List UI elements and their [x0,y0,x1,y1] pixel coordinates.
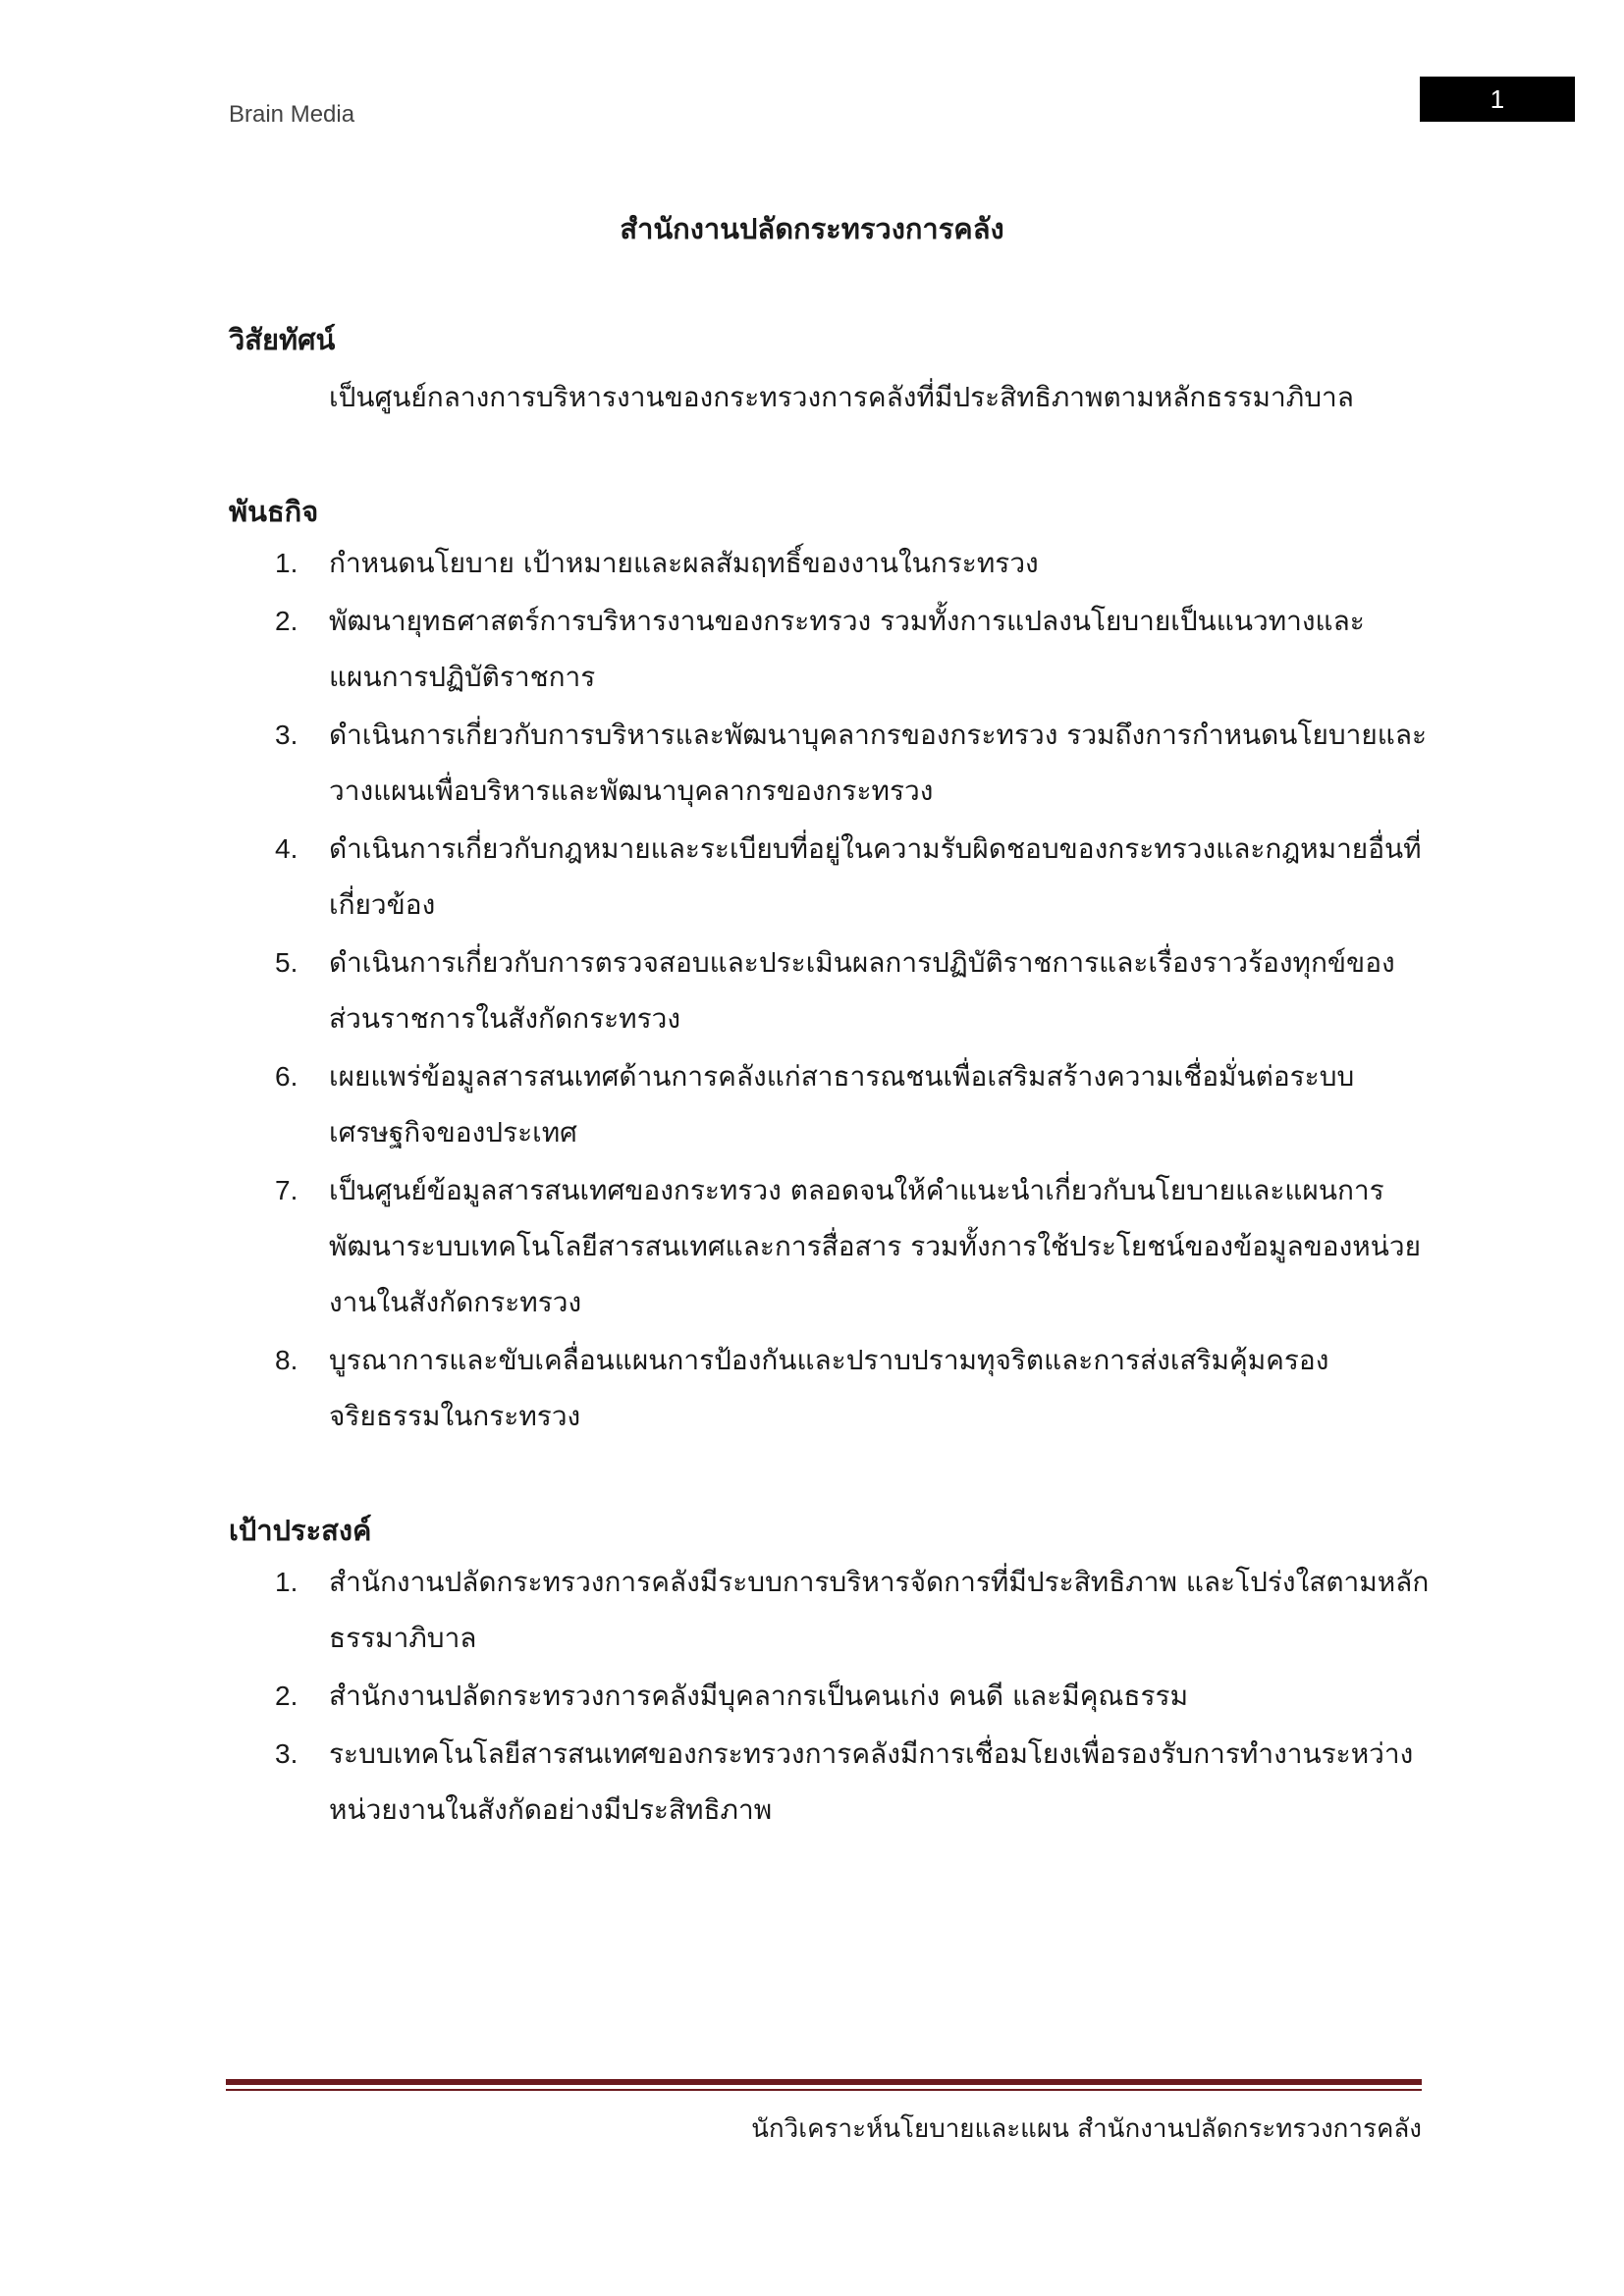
footer-text: นักวิเคราะห์นโยบายและแผน สำนักงานปลัดกระทรวงการคลัง [751,2114,1422,2144]
list-item-text: เป็นศูนย์ข้อมูลสารสนเทศของกระทรวง ตลอดจนให้คำแนะนำเกี่ยวกับนโยบายและแผนการพัฒนาระบบเทคโนโลยีสารสนเทศและการสื่อสาร รวมทั้งการใช้ประโยชน์ของข้อมูลของหน่วยงานในสังกัดกระทรวง [329,1174,1422,1318]
mission-list [275,535,1434,1446]
header-brand: Brain Media [229,101,355,128]
list-item-number: 4. [275,833,298,864]
list-item [275,1332,1434,1444]
list-item [275,1048,1434,1160]
list-item-number: 1. [275,1567,298,1597]
list-item [275,1668,1434,1724]
list-item [275,1554,1434,1666]
vision-text: เป็นศูนย์กลางการบริหารงานของกระทรวงการคลังที่มีประสิทธิภาพตามหลักธรรมาภิบาล [329,381,1354,413]
list-item-number: 8. [275,1345,298,1375]
list-item-text: บูรณาการและขับเคลื่อนแผนการป้องกันและปราบปรามทุจริตและการส่งเสริมคุ้มครองจริยธรรมในกระทรวง [329,1344,1329,1432]
list-item [275,934,1434,1046]
list-item-text: ดำเนินการเกี่ยวกับการตรวจสอบและประเมินผลการปฏิบัติราชการและเรื่องราวร้องทุกข์ของส่วนราชการในสังกัดกระทรวง [329,946,1395,1035]
list-item-number: 2. [275,606,298,636]
list-item-number: 1. [275,548,298,578]
list-item [275,535,1434,591]
list-item-text: ดำเนินการเกี่ยวกับกฎหมายและระเบียบที่อยู่ในความรับผิดชอบของกระทรวงและกฎหมายอื่นที่เกี่ยวข้อง [329,832,1422,921]
list-item-number: 7. [275,1175,298,1205]
list-item [275,1726,1434,1838]
list-item-number: 5. [275,947,298,978]
list-item-number: 3. [275,1738,298,1769]
footer-rule-thin [226,2089,1422,2091]
document-title: สำนักงานปลัดกระทรวงการคลัง [620,212,1004,245]
list-item-text: พัฒนายุทธศาสตร์การบริหารงานของกระทรวง รวมทั้งการแปลงนโยบายเป็นแนวทางและแผนการปฏิบัติราชการ [329,605,1365,693]
list-item-number: 6. [275,1061,298,1092]
list-item [275,821,1434,933]
list-item-text: เผยแพร่ข้อมูลสารสนเทศด้านการคลังแก่สาธารณชนเพื่อเสริมสร้างความเชื่อมั่นต่อระบบเศรษฐกิจของประเทศ [329,1060,1355,1148]
objectives-heading: เป้าประสงค์ [229,1514,372,1547]
list-item [275,1162,1434,1330]
objectives-list [275,1554,1434,1840]
list-item [275,707,1434,819]
list-item-text: สำนักงานปลัดกระทรวงการคลังมีบุคลากรเป็นคนเก่ง คนดี และมีคุณธรรม [329,1680,1189,1712]
footer-rule-thick [226,2079,1422,2085]
list-item-number: 2. [275,1681,298,1711]
page-number: 1 [1489,83,1505,114]
page-number-badge [1420,77,1575,122]
vision-heading: วิสัยทัศน์ [229,323,336,356]
list-item-text: ดำเนินการเกี่ยวกับการบริหารและพัฒนาบุคลากรของกระทรวง รวมถึงการกำหนดนโยบายและวางแผนเพื่อบริหารและพัฒนาบุคลากรของกระทรวง [329,719,1428,807]
list-item-text: กำหนดนโยบาย เป้าหมายและผลสัมฤทธิ์ของงานในกระทรวง [329,547,1039,579]
list-item-text: สำนักงานปลัดกระทรวงการคลังมีระบบการบริหารจัดการที่มีประสิทธิภาพ และโปร่งใสตามหลักธรรมาภิบาล [329,1566,1430,1654]
mission-heading: พันธกิจ [229,495,319,528]
list-item-text: ระบบเทคโนโลยีสารสนเทศของกระทรวงการคลังมีการเชื่อมโยงเพื่อรองรับการทำงานระหว่างหน่วยงานในสังกัดอย่างมีประสิทธิภาพ [329,1737,1414,1826]
list-item [275,593,1434,705]
list-item-number: 3. [275,720,298,750]
